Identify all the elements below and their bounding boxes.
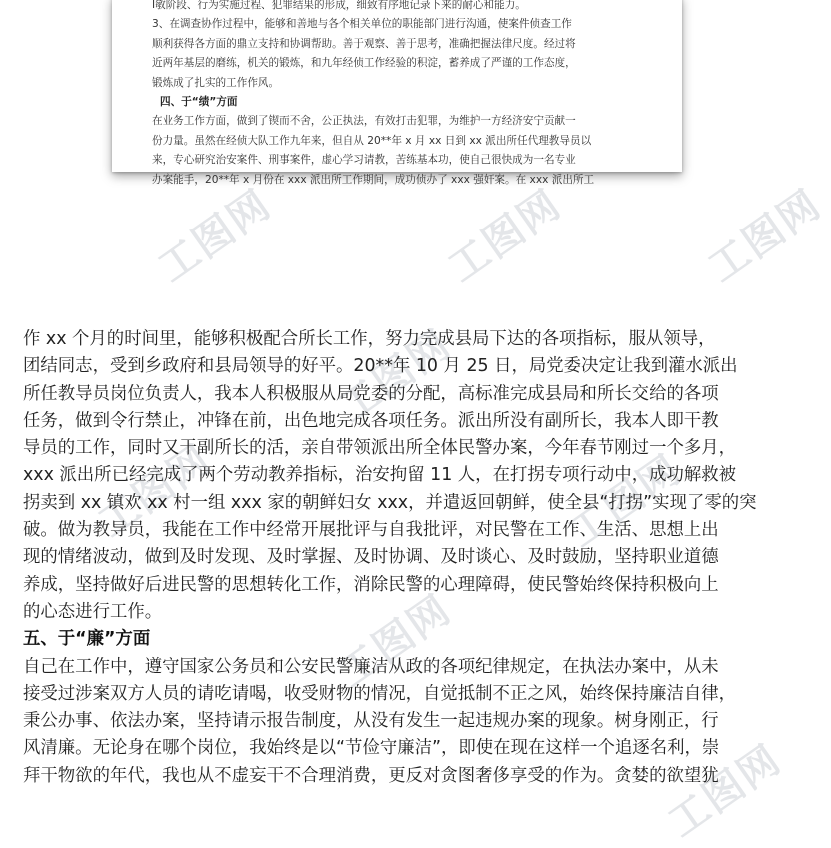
- body-line: 所任教导员岗位负责人，我本人积极服从局党委的分配，高标准完成县局和所长交给的各项: [23, 383, 719, 404]
- body-line: 的心态进行工作。: [23, 601, 163, 622]
- body-line: xxx 派出所已经完成了两个劳动教养指标，治安拘留 11 人，在打拐专项行动中，成功解救被: [23, 465, 737, 486]
- preview-line: 顺利获得各方面的鼎立支持和协调帮助。善于观察、善于思考，准确把握法律尺度。经过将: [152, 37, 576, 50]
- watermark: 工图网: [330, 321, 460, 432]
- body-line: 团结同志，受到乡政府和县局领导的好平。20**年 10 月 25 日，局党委决定让我到灌水派出: [23, 356, 738, 377]
- body-line: 秉公办事、依法办案，坚持请示报告制度，从没有发生一起违规办案的现象。树身刚正，行: [23, 711, 719, 732]
- watermark: 工图网: [660, 736, 790, 847]
- body-line: 接受过涉案双方人员的请吃请喝，收受财物的情况，自觉抵制不正之风，始终保持廉洁自律，: [23, 683, 737, 704]
- watermark: 工图网: [150, 181, 280, 292]
- watermark: 工图网: [440, 181, 570, 292]
- preview-line: Ⅰ敏阶段、行为实施过程、犯罪结果的形成，细致有序地记录下来的耐心和能力。: [152, 0, 526, 11]
- body-line: 任务，做到令行禁止，冲锋在前，出色地完成各项任务。派出所没有副所长，我本人即干教: [23, 410, 719, 431]
- body-line: 破。做为教导员，我能在工作中经常开展批评与自我批评，对民警在工作、生活、思想上出: [23, 520, 719, 541]
- document-body: [23, 326, 783, 790]
- watermark: 工图网: [560, 446, 690, 557]
- body-line: 拐卖到 xx 镇欢 xx 村一组 xxx 家的朝鲜妇女 xxx，并遣返回朝鲜，使全县“打拐”实现了零的突: [23, 492, 757, 513]
- section-heading: 五、于“廉”方面: [23, 629, 151, 650]
- preview-line: 在业务工作方面，做到了锲而不舍，公正执法，有效打击犯罪，为维护一方经济安宁贡献一: [152, 115, 576, 128]
- watermark: 工图网: [330, 586, 460, 697]
- preview-line: 办案能手，20**年 x 月份在 xxx 派出所工作期间，成功侦办了 xxx 强奸案。在 xxx 派出所工: [152, 173, 595, 186]
- document-preview-card: [112, 0, 682, 186]
- preview-line: 份力量。虽然在经侦大队工作九年来，但自从 20**年 x 月 xx 日到 xx 派出所任代理教导员以: [152, 134, 592, 147]
- preview-line: 锻炼成了扎实的工作作风。: [152, 76, 280, 89]
- preview-line: 3、在调查协作过程中，能够和善地与各个相关单位的职能部门进行沟通，使案件侦查工作: [152, 18, 572, 31]
- watermark: 工图网: [90, 436, 220, 547]
- preview-section-heading: 四、于“绩”方面: [160, 96, 238, 109]
- watermark: 工图网: [700, 181, 830, 292]
- body-line: 自己在工作中，遵守国家公务员和公安民警廉洁从政的各项纪律规定，在执法办案中，从未: [23, 656, 719, 677]
- body-line: 养成，坚持做好后进民警的思想转化工作，消除民警的心理障碍，使民警始终保持积极向上: [23, 574, 719, 595]
- body-line: 风清廉。无论身在哪个岗位，我始终是以“节俭守廉洁”，即使在现在这样一个追逐名利，崇: [23, 738, 720, 759]
- body-line: 拜干物欲的年代，我也从不虚妄干不合理消费，更反对贪图奢侈享受的作为。贪婪的欲望犹: [23, 765, 719, 786]
- preview-line: 近两年基层的磨练，机关的锻炼，和九年经侦工作经验的积淀，蓄养成了严谨的工作态度，: [152, 57, 576, 70]
- body-line: 作 xx 个月的时间里，能够积极配合所长工作，努力完成县局下达的各项指标，服从领导，: [23, 329, 716, 349]
- preview-line: 来，专心研究治安案件、刑事案件，虚心学习请教，苦练基本功，使自己很快成为一名专业: [152, 154, 576, 167]
- body-line: 现的情绪波动，做到及时发现、及时掌握、及时协调、及时谈心、及时鼓励，坚持职业道德: [23, 547, 719, 568]
- body-line: 导员的工作，同时又干副所长的活，亲自带领派出所全体民警办案，今年春节刚过一个多月，: [23, 438, 737, 459]
